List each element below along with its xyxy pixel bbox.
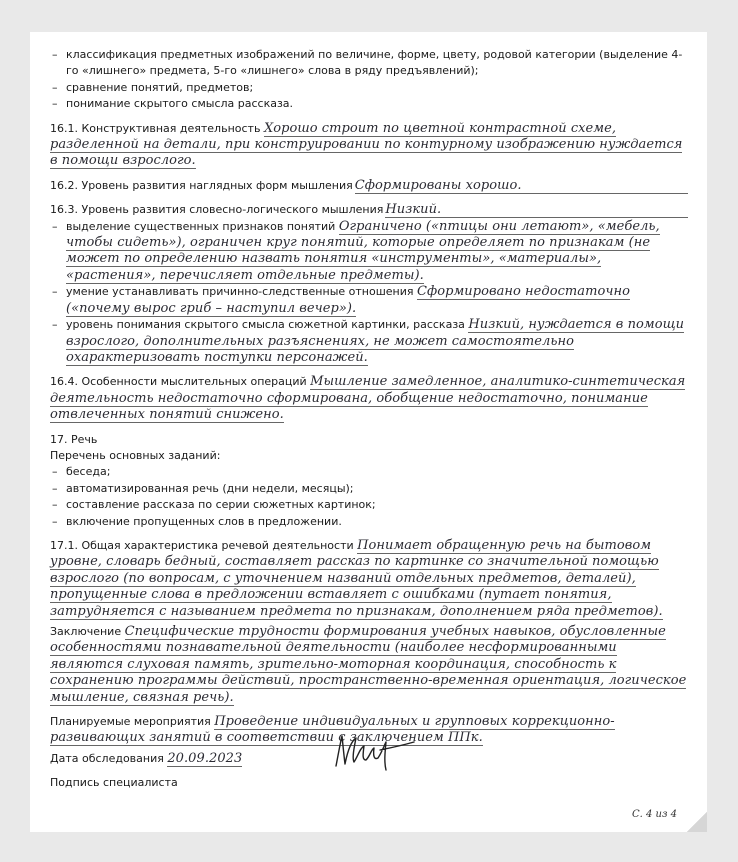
page-content bbox=[50, 47, 688, 792]
page-fold-corner bbox=[687, 812, 707, 832]
section-16-3-value: Низкий. bbox=[385, 202, 688, 218]
section-16-3-item bbox=[50, 317, 688, 366]
section-16-1-value: Хорошо строит по цветной контрастной схеме, разделенной на детали, при конструировании по контурному изображению нуждается в помощи взрослого. bbox=[50, 120, 683, 169]
document-page bbox=[30, 32, 707, 832]
section-16-3-item bbox=[50, 219, 688, 285]
section-17-tasks-title: Перечень основных заданий: bbox=[50, 448, 221, 462]
section-16-3-item bbox=[50, 284, 688, 317]
section-16-3-item-label: уровень понимания скрытого смысла сюжетной картинки, рассказа bbox=[66, 318, 465, 332]
section-16-3-item-value: Сформировано недостаточно («почему вырос гриб – наступил вечер»). bbox=[66, 284, 630, 316]
section-17-task: – автоматизированная речь (дни недели, месяцы); bbox=[50, 481, 688, 497]
planned-activities-value: Проведение индивидуальных и групповых коррекционно-развивающих занятий в соответствии с заключением ППк. bbox=[50, 714, 615, 746]
specialist-signature-label: Подпись специалиста bbox=[50, 776, 178, 790]
section-17-task: – составление рассказа по серии сюжетных картинок; bbox=[50, 497, 688, 513]
intro-list-item: – понимание скрытого смысла рассказа. bbox=[50, 96, 688, 112]
section-17-1-value: Понимает обращенную речь на бытовом уровне, словарь бедный, составляет рассказ по картинке со значительной помощью взрослого (по вопросам, с уточнением названий отдельных предметов, деталей), пропущенные слова в предложении вставляет с ошибками (путает понятия, затрудняется с называнием предмета по признакам, дополнением ряда предметов). bbox=[50, 537, 663, 619]
section-16-3 bbox=[50, 202, 688, 218]
conclusion-value: Специфические трудности формирования учебных навыков, обусловленные особенностями познавательной деятельности (наиболее несформированными являются слуховая память, зрительно-моторная координация, способность к сохранению программы действий, пространственно-временная ориентация, логическое мышление, связная речь). bbox=[50, 624, 687, 705]
section-17-1 bbox=[50, 538, 688, 620]
page-number: С. 4 из 4 bbox=[632, 809, 677, 820]
section-17-1-label: 17.1. Общая характеристика речевой деятельности bbox=[50, 538, 354, 552]
conclusion-label: Заключение bbox=[50, 625, 122, 638]
intro-list-item: – сравнение понятий, предметов; bbox=[50, 80, 688, 96]
signature-image bbox=[330, 726, 420, 774]
section-16-4-value: Мышление замедленное, аналитико-синтетическая деятельность недостаточно сформирована, обобщение недостаточно, понимание отвлеченных понятий снижено. bbox=[50, 374, 686, 423]
section-16-3-item-value: Ограничено («птицы они летают», «мебель, чтобы сидеть»), ограничен круг понятий, которые определяет по признакам (не может по определению назвать понятия «инструменты», «материалы», «растения», перечисляет отдельные предметы). bbox=[66, 218, 660, 283]
exam-date-value: 20.09.2023 bbox=[167, 750, 243, 766]
section-16-2 bbox=[50, 178, 688, 194]
section-16-4-label: 16.4. Особенности мыслительных операций bbox=[50, 375, 307, 389]
intro-list-item: – классификация предметных изображений по величине, форме, цвету, родовой категории (выделение 4-го «лишнего» предмета, 5-го «лишнего» слова в ряду предъявлений); bbox=[50, 47, 688, 80]
section-17-title: 17. Речь bbox=[50, 432, 98, 446]
section-16-2-label: 16.2. Уровень развития наглядных форм мышления bbox=[50, 178, 353, 192]
section-16-3-item-label: выделение существенных признаков понятий bbox=[66, 219, 336, 233]
section-16-1-label: 16.1. Конструктивная деятельность bbox=[50, 121, 261, 135]
section-16-4 bbox=[50, 374, 688, 423]
section-16-2-value: Сформированы хорошо. bbox=[355, 178, 688, 194]
section-17-task: – включение пропущенных слов в предложении. bbox=[50, 514, 688, 530]
conclusion bbox=[50, 624, 688, 706]
section-16-3-item-value: Низкий, нуждается в помощи взрослого, дополнительных разъяснениях, не может самостоятельно охарактеризовать поступки персонажей. bbox=[66, 317, 685, 365]
exam-date-label: Дата обследования bbox=[50, 751, 164, 765]
section-17-task: – беседа; bbox=[50, 464, 688, 480]
planned-activities-label: Планируемые мероприятия bbox=[50, 715, 211, 729]
section-16-1 bbox=[50, 121, 688, 170]
section-16-3-label: 16.3. Уровень развития словесно-логического мышления bbox=[50, 203, 384, 217]
section-16-3-item-label: умение устанавливать причинно-следственные отношения bbox=[66, 285, 414, 299]
